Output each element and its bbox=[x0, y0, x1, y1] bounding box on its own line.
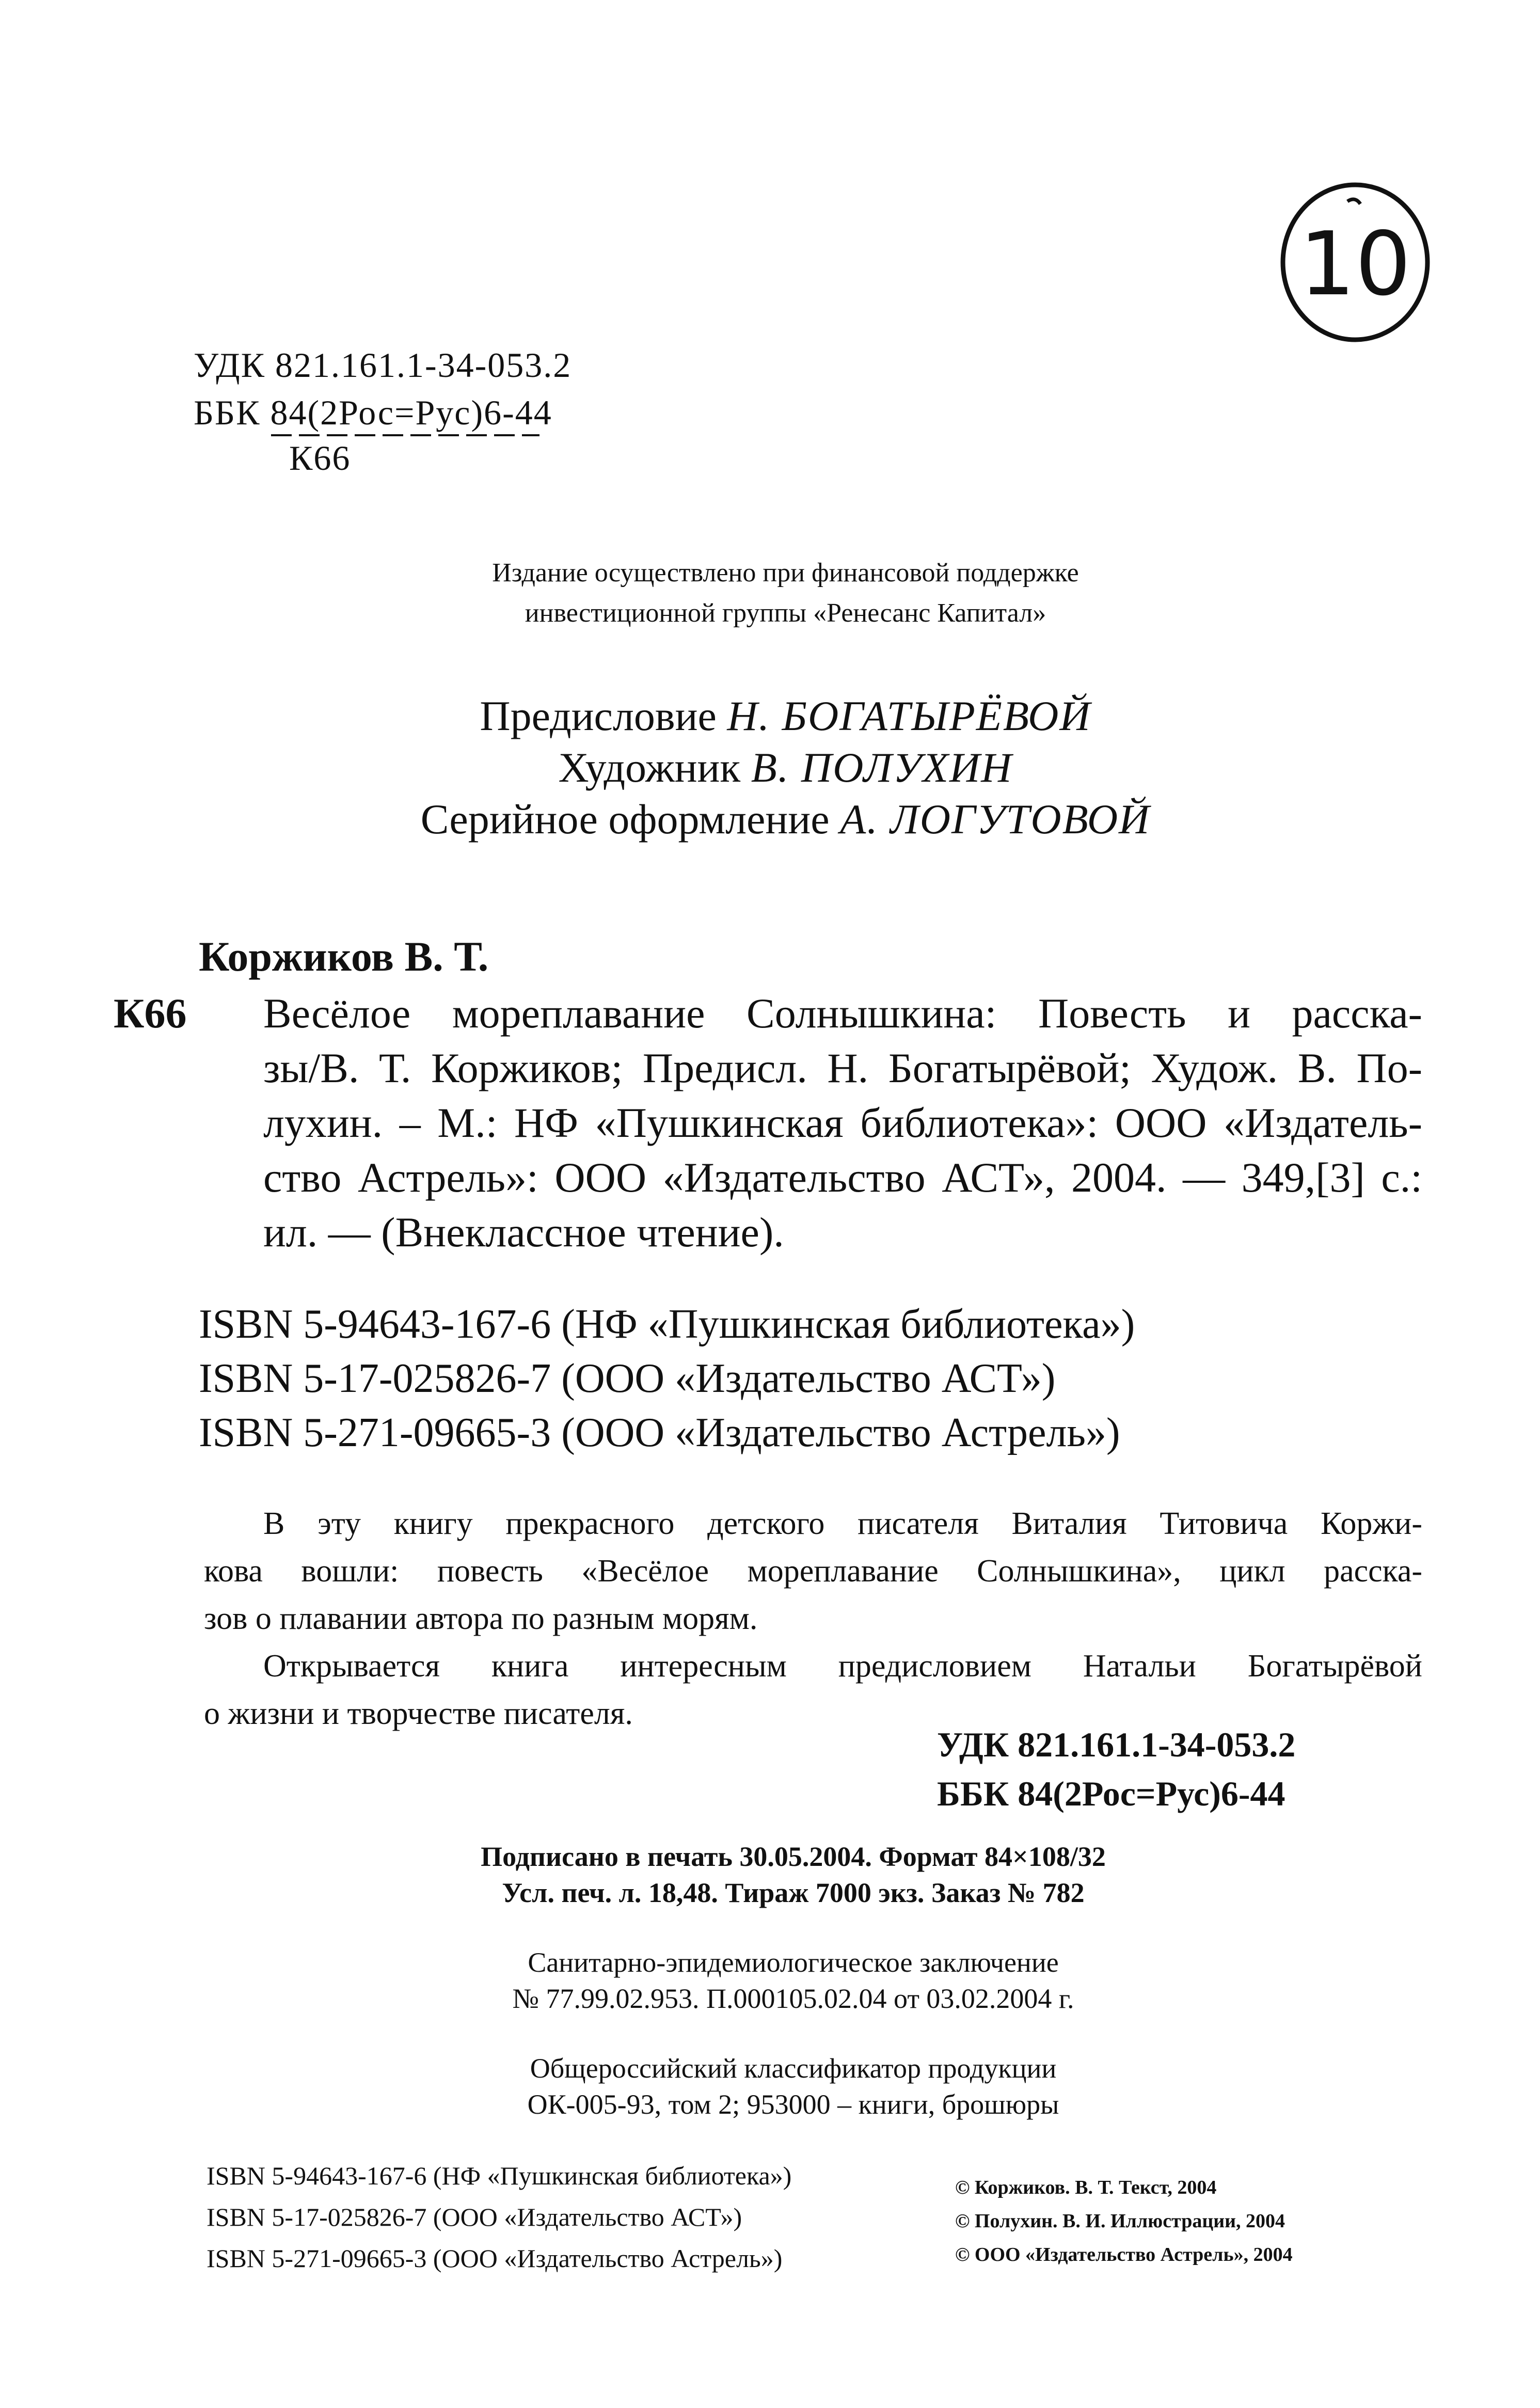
bib-line: ство Астрель»: ООО «Издательство АСТ», 2004. — 349,[3] с.: bbox=[263, 1154, 1422, 1201]
sanitary-line-1: Санитарно-эпидемиологическое заключение bbox=[528, 1947, 1059, 1978]
bib-line: ил. — (Внеклассное чтение). bbox=[263, 1209, 784, 1256]
bib-author-code: К66 bbox=[114, 990, 187, 1037]
print-info-line-2: Усл. печ. л. 18,48. Тираж 7000 экз. Заказ № 782 bbox=[502, 1877, 1085, 1908]
isbn-main-3: ISBN 5-271-09665-3 (ООО «Издательство Астрель») bbox=[199, 1410, 1120, 1455]
annotation-line: кова вошли: повесть «Весёлое мореплавание Солнышкина», цикл расска- bbox=[204, 1554, 1422, 1589]
credit-role: Предисловие bbox=[480, 692, 717, 739]
classifier-line-2: ОК-005-93, том 2; 953000 – книги, брошюры bbox=[527, 2089, 1059, 2120]
copyright-line-3: © ООО «Издательство Астрель», 2004 bbox=[955, 2244, 1293, 2266]
handwritten-number-text: 10 bbox=[1299, 213, 1411, 315]
sponsorship-line-2: инвестиционной группы «Ренесанс Капитал» bbox=[525, 598, 1046, 628]
handwritten-circled-number bbox=[1270, 176, 1440, 346]
credit-name: А. ЛОГУТОВОЙ bbox=[840, 796, 1151, 843]
credit-name: Н. БОГАТЫРЁВОЙ bbox=[727, 692, 1091, 739]
bib-description bbox=[263, 986, 1422, 1260]
annotation-line: Открывается книга интересным предисловием Натальи Богатырёвой bbox=[263, 1649, 1422, 1684]
isbn-small-3: ISBN 5-271-09665-3 (ООО «Издательство Астрель») bbox=[207, 2244, 783, 2273]
annotation-line: зов о плавании автора по разным морям. bbox=[204, 1601, 758, 1636]
copyright-line-1: © Коржиков. В. Т. Текст, 2004 bbox=[955, 2177, 1217, 2198]
author-mark-top: К66 bbox=[289, 438, 351, 478]
isbn-main-2: ISBN 5-17-025826-7 (ООО «Издательство АСТ») bbox=[199, 1356, 1056, 1401]
isbn-small-2: ISBN 5-17-025826-7 (ООО «Издательство АСТ») bbox=[207, 2203, 742, 2231]
copyright-line-2: © Полухин. В. И. Иллюстрации, 2004 bbox=[955, 2210, 1285, 2232]
sponsorship-line-1: Издание осуществлено при финансовой поддержке bbox=[492, 558, 1079, 588]
bib-line: зы/В. Т. Коржиков; Предисл. Н. Богатырёвой; Худож. В. По- bbox=[263, 1044, 1422, 1091]
bbk-code-top: ББК 84(2Рос=Рус)6-44 bbox=[194, 393, 552, 432]
credit-role: Серийное оформление bbox=[420, 796, 830, 843]
bbk-code-bottom: ББК 84(2Рос=Рус)6-44 bbox=[937, 1774, 1285, 1813]
annotation-line: В эту книгу прекрасного детского писателя Виталия Титовича Коржи- bbox=[263, 1506, 1422, 1541]
annotation-line: о жизни и творчестве писателя. bbox=[204, 1696, 633, 1731]
udk-code-top: УДК 821.161.1-34-053.2 bbox=[194, 345, 572, 385]
bib-author: Коржиков В. Т. bbox=[199, 933, 489, 980]
sanitary-line-2: № 77.99.02.953. П.000105.02.04 от 03.02.2004 г. bbox=[512, 1983, 1074, 2014]
annotation bbox=[204, 1500, 1422, 1737]
udk-code-bottom: УДК 821.161.1-34-053.2 bbox=[937, 1725, 1296, 1764]
bib-line: лухин. – М.: НФ «Пушкинская библиотека»: ООО «Издатель- bbox=[263, 1099, 1422, 1146]
classifier-line-1: Общероссийский классификатор продукции bbox=[530, 2053, 1057, 2084]
credit-foreword bbox=[0, 692, 1540, 740]
isbn-main-1: ISBN 5-94643-167-6 (НФ «Пушкинская библиотека») bbox=[199, 1302, 1135, 1347]
bbk-underline-dashes bbox=[271, 434, 539, 437]
bib-line: Весёлое мореплавание Солнышкина: Повесть и расска- bbox=[263, 990, 1422, 1037]
credit-illustrator bbox=[0, 743, 1540, 792]
isbn-small-1: ISBN 5-94643-167-6 (НФ «Пушкинская библиотека») bbox=[207, 2161, 792, 2190]
credit-name: В. ПОЛУХИН bbox=[751, 744, 1013, 791]
credit-series-design bbox=[0, 795, 1540, 844]
print-info-line-1: Подписано в печать 30.05.2004. Формат 84×108/32 bbox=[481, 1841, 1106, 1872]
credit-role: Художник bbox=[558, 744, 741, 791]
